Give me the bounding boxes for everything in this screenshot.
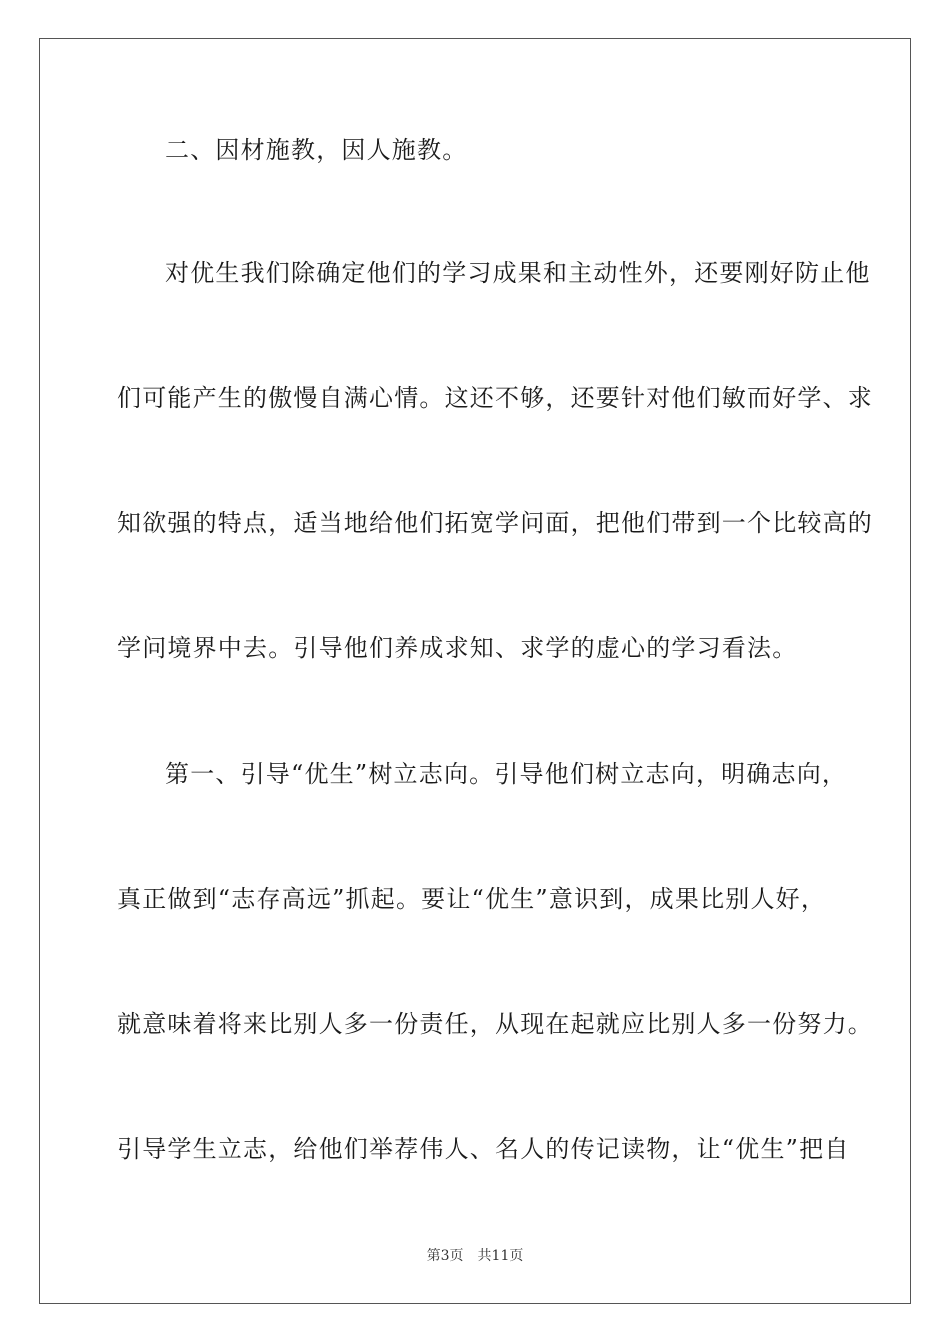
section-heading: 二、因材施教，因人施教。	[165, 136, 468, 164]
page-number-total: 共11页	[477, 1248, 524, 1264]
page-border	[39, 38, 911, 1304]
text-line: 学问境界中去。引导他们养成求知、求学的虚心的学习看法。	[117, 634, 798, 662]
text-line: 真正做到“志存高远”抓起。要让“优生”意识到，成果比别人好，	[117, 885, 827, 913]
text-line: 对优生我们除确定他们的学习成果和主动性外，还要刚好防止他	[165, 259, 871, 287]
text-line: 们可能产生的傲慢自满心情。这还不够，还要针对他们敏而好学、求	[117, 384, 873, 412]
text-line: 知欲强的特点，适当地给他们拓宽学问面，把他们带到一个比较高的	[117, 509, 873, 537]
page-footer	[0, 1247, 950, 1265]
page-number-current: 第3页	[426, 1248, 464, 1264]
text-line: 第一、引导“优生”树立志向。引导他们树立志向，明确志向，	[165, 760, 848, 788]
text-line: 引导学生立志，给他们举荐伟人、名人的传记读物，让“优生”把自	[117, 1135, 850, 1163]
text-line: 就意味着将来比别人多一份责任，从现在起就应比别人多一份努力。	[117, 1010, 873, 1038]
